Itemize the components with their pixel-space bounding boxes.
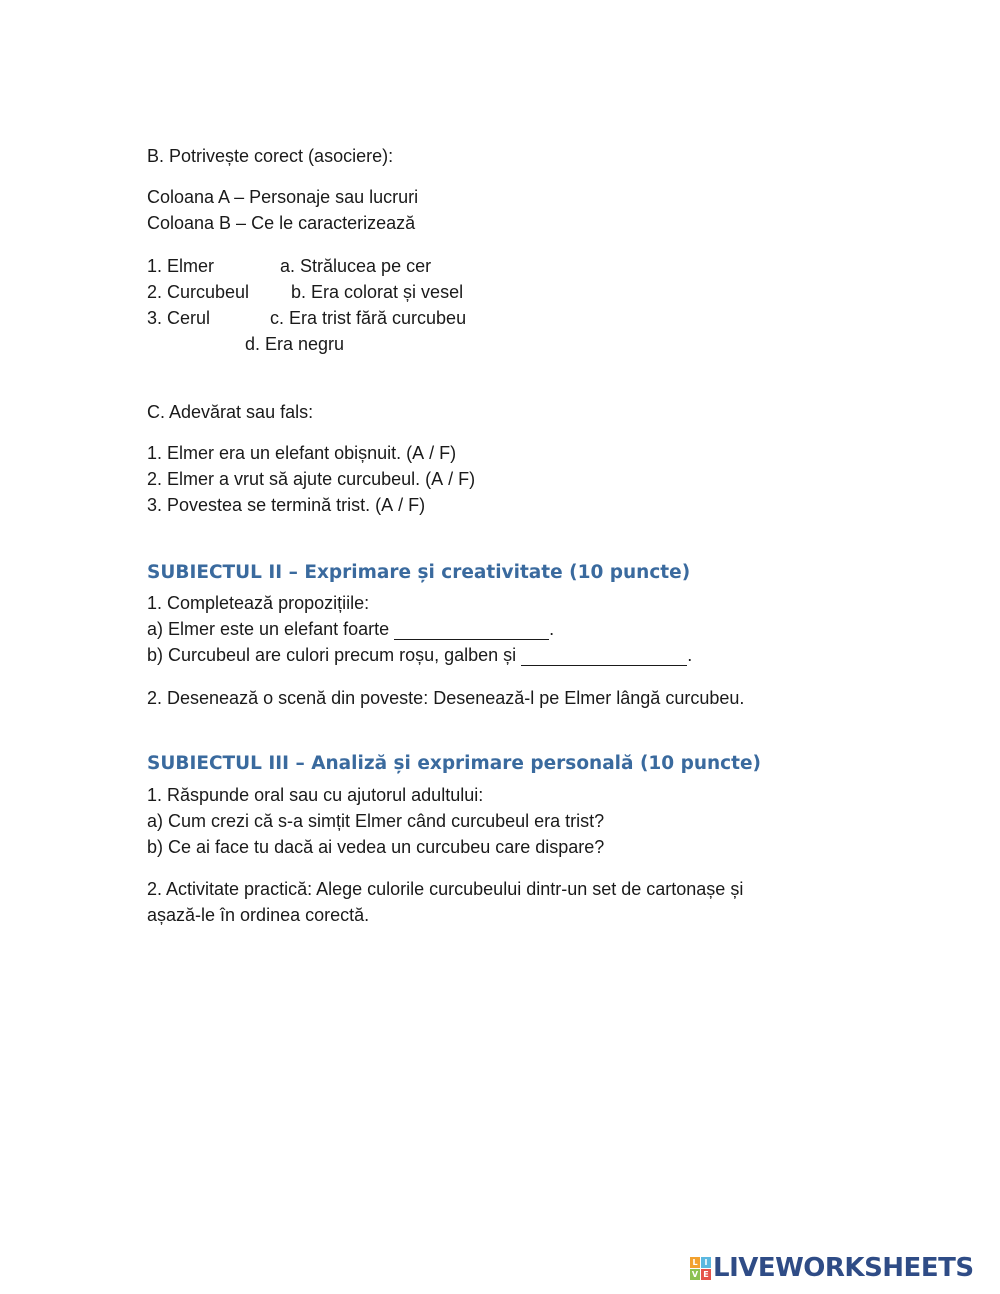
tf-separator: / [424,443,440,463]
tf-separator: / [393,495,409,515]
subiect-2-q2: 2. Desenează o scenă din poveste: Desenează-l pe Elmer lângă curcubeu. [147,688,745,708]
logo-text: LIVEWORKSHEETS [713,1253,974,1283]
tf-option-a-2[interactable]: A [431,469,444,489]
subiect-3-q1: 1. Răspunde oral sau cu ajutorul adultului: [147,785,484,805]
match-right-a[interactable]: a. Strălucea pe cer [280,256,432,276]
subiect-3-q2-line2: așază-le în ordinea corectă. [147,905,370,925]
logo-block-v: V [691,1269,699,1279]
fill-sentence-a-end: . [549,619,555,639]
match-left-3[interactable]: 3. Cerul [147,308,211,328]
logo-blocks-icon [690,1257,711,1280]
fill-sentence-a-text: a) Elmer este un elefant foarte [147,619,395,639]
subiect-2-q1: 1. Completează propozițiile: [147,593,370,613]
tf-separator: / [443,469,459,489]
match-right-d[interactable]: d. Era negru [245,334,345,354]
liveworksheets-logo [690,1252,974,1284]
tf-close: ) [469,469,476,489]
true-false-item-1 [147,442,456,464]
subiect-3-q1-b: b) Ce ai face tu dacă ai vedea un curcubeu care dispare? [147,837,605,857]
true-false-item-2 [147,468,475,490]
section-b-title: B. Potrivește corect (asociere): [147,146,394,166]
tf-option-a-1[interactable]: A [412,443,425,463]
fill-sentence-b-text: b) Curcubeul are culori precum roșu, galben și [147,645,522,665]
tf-question-1: 1. Elmer era un elefant obișnuit. ( [147,443,413,463]
subiect-3-q1-a: a) Cum crezi că s-a simțit Elmer când curcubeul era trist? [147,811,605,831]
fill-sentence-b-end: . [687,645,693,665]
tf-question-3: 3. Povestea se termină trist. ( [147,495,382,515]
tf-option-f-2[interactable]: F [458,469,470,489]
tf-close: ) [450,443,457,463]
match-left-1[interactable]: 1. Elmer [147,256,215,276]
subiect-3-heading: SUBIECTUL III – Analiză și exprimare personală (10 puncte) [147,753,761,774]
section-c-title: C. Adevărat sau fals: [147,402,314,422]
fill-sentence-b [147,644,692,666]
column-a-label: Coloana A – Personaje sau lucruri [147,187,419,207]
fill-answer-b-input[interactable] [521,649,687,666]
tf-option-f-1[interactable]: F [439,443,451,463]
match-right-b[interactable]: b. Era colorat și vesel [291,282,464,302]
logo-block-l: L [690,1257,700,1268]
match-left-2[interactable]: 2. Curcubeul [147,282,250,302]
tf-option-a-3[interactable]: A [381,495,394,515]
subiect-2-heading: SUBIECTUL II – Exprimare și creativitate (10 puncte) [147,562,691,583]
logo-block-e: E [701,1269,711,1280]
true-false-item-3 [147,494,425,516]
fill-sentence-a [147,618,554,640]
match-right-c[interactable]: c. Era trist fără curcubeu [270,308,467,328]
logo-block-i: I [701,1257,711,1268]
tf-close: ) [419,495,426,515]
subiect-3-q2-line1: 2. Activitate practică: Alege culorile curcubeului dintr-un set de cartonașe și [147,879,744,899]
tf-question-2: 2. Elmer a vrut să ajute curcubeul. ( [147,469,432,489]
column-b-label: Coloana B – Ce le caracterizează [147,213,416,233]
tf-option-f-3[interactable]: F [408,495,420,515]
fill-answer-a-input[interactable] [394,623,549,640]
